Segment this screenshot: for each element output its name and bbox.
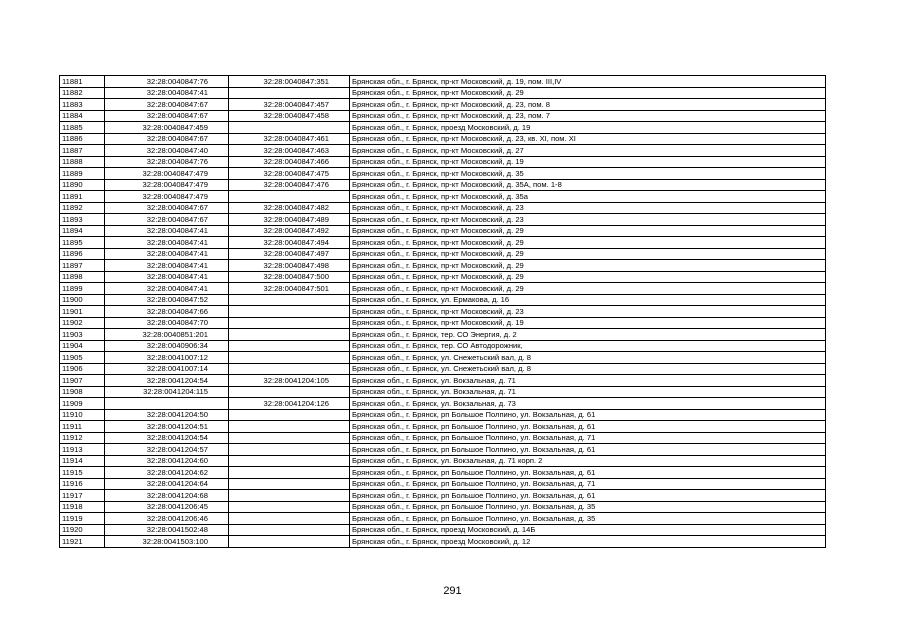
table-row	[60, 202, 826, 214]
address-cell: Брянская обл., г. Брянск, пр-кт Московский, д. 23	[350, 306, 826, 318]
parcel-number-cell: 32:28:0040906:34	[105, 340, 229, 352]
address-cell: Брянская обл., г. Брянск, рп Большое Полпино, ул. Вокзальная, д. 61	[350, 490, 826, 502]
parcel-number-cell: 32:28:0040847:41	[105, 225, 229, 237]
parcel-number-cell: 32:28:0040847:70	[105, 317, 229, 329]
address-cell: Брянская обл., г. Брянск, пр-кт Московский, д. 19	[350, 156, 826, 168]
row-number-cell: 11912	[60, 432, 105, 444]
table-row	[60, 237, 826, 249]
object-number-cell	[229, 386, 350, 398]
table-row	[60, 87, 826, 99]
address-cell: Брянская обл., г. Брянск, пр-кт Московский, д. 29	[350, 248, 826, 260]
parcel-number-cell: 32:28:0040847:41	[105, 260, 229, 272]
table-row	[60, 524, 826, 536]
parcel-number-cell: 32:28:0040847:479	[105, 179, 229, 191]
parcel-number-cell: 32:28:0041204:50	[105, 409, 229, 421]
parcel-number-cell: 32:28:0040847:479	[105, 168, 229, 180]
parcel-number-cell: 32:28:0041503:100	[105, 536, 229, 548]
parcel-number-cell: 32:28:0040847:41	[105, 87, 229, 99]
object-number-cell: 32:28:0040847:482	[229, 202, 350, 214]
table-row	[60, 363, 826, 375]
table-row	[60, 490, 826, 502]
address-cell: Брянская обл., г. Брянск, рп Большое Полпино, ул. Вокзальная, д. 35	[350, 513, 826, 525]
table-row	[60, 536, 826, 548]
parcel-number-cell: 32:28:0040847:41	[105, 248, 229, 260]
row-number-cell: 11892	[60, 202, 105, 214]
row-number-cell: 11909	[60, 398, 105, 410]
row-number-cell: 11905	[60, 352, 105, 364]
object-number-cell	[229, 444, 350, 456]
parcel-number-cell: 32:28:0041206:45	[105, 501, 229, 513]
address-cell: Брянская обл., г. Брянск, проезд Московский, д. 19	[350, 122, 826, 134]
table-row	[60, 168, 826, 180]
table-row	[60, 179, 826, 191]
table-row	[60, 225, 826, 237]
row-number-cell: 11918	[60, 501, 105, 513]
table-row	[60, 133, 826, 145]
table-row	[60, 478, 826, 490]
address-cell: Брянская обл., г. Брянск, тер. СО Энергия, д. 2	[350, 329, 826, 341]
row-number-cell: 11887	[60, 145, 105, 157]
object-number-cell: 32:28:0040847:498	[229, 260, 350, 272]
row-number-cell: 11883	[60, 99, 105, 111]
table-row	[60, 283, 826, 295]
object-number-cell: 32:28:0040847:457	[229, 99, 350, 111]
parcel-number-cell: 32:28:0040847:66	[105, 306, 229, 318]
object-number-cell	[229, 467, 350, 479]
object-number-cell	[229, 478, 350, 490]
object-number-cell	[229, 317, 350, 329]
table-row	[60, 455, 826, 467]
object-number-cell: 32:28:0041204:105	[229, 375, 350, 387]
row-number-cell: 11901	[60, 306, 105, 318]
table-row	[60, 329, 826, 341]
address-cell: Брянская обл., г. Брянск, пр-кт Московский, д. 27	[350, 145, 826, 157]
parcel-number-cell: 32:28:0040847:40	[105, 145, 229, 157]
row-number-cell: 11888	[60, 156, 105, 168]
table-row	[60, 352, 826, 364]
address-cell: Брянская обл., г. Брянск, рп Большое Полпино, ул. Вокзальная, д. 61	[350, 467, 826, 479]
address-cell: Брянская обл., г. Брянск, рп Большое Полпино, ул. Вокзальная, д. 35	[350, 501, 826, 513]
object-number-cell: 32:28:0040847:500	[229, 271, 350, 283]
row-number-cell: 11885	[60, 122, 105, 134]
table-row	[60, 76, 826, 88]
table-row	[60, 386, 826, 398]
cadastral-table	[59, 75, 826, 548]
object-number-cell: 32:28:0040847:494	[229, 237, 350, 249]
object-number-cell	[229, 455, 350, 467]
address-cell: Брянская обл., г. Брянск, рп Большое Полпино, ул. Вокзальная, д. 71	[350, 478, 826, 490]
parcel-number-cell: 32:28:0041204:62	[105, 467, 229, 479]
table-row	[60, 444, 826, 456]
row-number-cell: 11914	[60, 455, 105, 467]
object-number-cell	[229, 87, 350, 99]
object-number-cell	[229, 536, 350, 548]
object-number-cell	[229, 340, 350, 352]
object-number-cell	[229, 409, 350, 421]
object-number-cell	[229, 306, 350, 318]
table-row	[60, 294, 826, 306]
address-cell: Брянская обл., г. Брянск, ул. Вокзальная, д. 71	[350, 386, 826, 398]
object-number-cell: 32:28:0040847:458	[229, 110, 350, 122]
address-cell: Брянская обл., г. Брянск, пр-кт Московский, д. 19	[350, 317, 826, 329]
object-number-cell	[229, 294, 350, 306]
address-cell: Брянская обл., г. Брянск, рп Большое Полпино, ул. Вокзальная, д. 61	[350, 409, 826, 421]
row-number-cell: 11916	[60, 478, 105, 490]
parcel-number-cell: 32:28:0041204:115	[105, 386, 229, 398]
address-cell: Брянская обл., г. Брянск, пр-кт Московский, д. 23	[350, 214, 826, 226]
address-cell: Брянская обл., г. Брянск, ул. Ермакова, д. 16	[350, 294, 826, 306]
address-cell: Брянская обл., г. Брянск, пр-кт Московский, д. 29	[350, 87, 826, 99]
table-row	[60, 513, 826, 525]
address-cell: Брянская обл., г. Брянск, пр-кт Московский, д. 35	[350, 168, 826, 180]
address-cell: Брянская обл., г. Брянск, ул. Вокзальная, д. 71 корп. 2	[350, 455, 826, 467]
address-cell: Брянская обл., г. Брянск, пр-кт Московский, д. 19, пом. III,IV	[350, 76, 826, 88]
object-number-cell: 32:28:0041204:126	[229, 398, 350, 410]
parcel-number-cell: 32:28:0040847:76	[105, 76, 229, 88]
row-number-cell: 11899	[60, 283, 105, 295]
row-number-cell: 11886	[60, 133, 105, 145]
address-cell: Брянская обл., г. Брянск, пр-кт Московский, д. 29	[350, 237, 826, 249]
table-row	[60, 375, 826, 387]
row-number-cell: 11898	[60, 271, 105, 283]
table-row	[60, 317, 826, 329]
parcel-number-cell: 32:28:0040847:459	[105, 122, 229, 134]
table-row	[60, 248, 826, 260]
table-row	[60, 156, 826, 168]
parcel-number-cell: 32:28:0040847:76	[105, 156, 229, 168]
table-row	[60, 432, 826, 444]
parcel-number-cell: 32:28:0040847:41	[105, 283, 229, 295]
table-row	[60, 260, 826, 272]
object-number-cell	[229, 524, 350, 536]
table-row	[60, 306, 826, 318]
table-row	[60, 421, 826, 433]
object-number-cell	[229, 490, 350, 502]
object-number-cell: 32:28:0040847:461	[229, 133, 350, 145]
parcel-number-cell: 32:28:0041204:60	[105, 455, 229, 467]
parcel-number-cell: 32:28:0041204:54	[105, 375, 229, 387]
object-number-cell: 32:28:0040847:475	[229, 168, 350, 180]
address-cell: Брянская обл., г. Брянск, проезд Московский, д. 12	[350, 536, 826, 548]
parcel-number-cell: 32:28:0040847:67	[105, 202, 229, 214]
object-number-cell: 32:28:0040847:489	[229, 214, 350, 226]
row-number-cell: 11900	[60, 294, 105, 306]
parcel-number-cell: 32:28:0040847:52	[105, 294, 229, 306]
table-row	[60, 340, 826, 352]
address-cell: Брянская обл., г. Брянск, пр-кт Московский, д. 23, кв. XI, пом. XI	[350, 133, 826, 145]
table-row	[60, 122, 826, 134]
parcel-number-cell: 32:28:0040847:479	[105, 191, 229, 203]
row-number-cell: 11895	[60, 237, 105, 249]
parcel-number-cell: 32:28:0040851:201	[105, 329, 229, 341]
row-number-cell: 11893	[60, 214, 105, 226]
address-cell: Брянская обл., г. Брянск, проезд Московский, д. 14Б	[350, 524, 826, 536]
parcel-number-cell: 32:28:0041204:54	[105, 432, 229, 444]
address-cell: Брянская обл., г. Брянск, пр-кт Московский, д. 29	[350, 283, 826, 295]
row-number-cell: 11915	[60, 467, 105, 479]
parcel-number-cell: 32:28:0041007:12	[105, 352, 229, 364]
object-number-cell	[229, 122, 350, 134]
parcel-number-cell	[105, 398, 229, 410]
row-number-cell: 11889	[60, 168, 105, 180]
parcel-number-cell: 32:28:0041204:68	[105, 490, 229, 502]
parcel-number-cell: 32:28:0040847:67	[105, 99, 229, 111]
object-number-cell	[229, 329, 350, 341]
object-number-cell: 32:28:0040847:476	[229, 179, 350, 191]
object-number-cell: 32:28:0040847:351	[229, 76, 350, 88]
row-number-cell: 11881	[60, 76, 105, 88]
address-cell: Брянская обл., г. Брянск, пр-кт Московский, д. 35А, пом. 1-8	[350, 179, 826, 191]
object-number-cell: 32:28:0040847:497	[229, 248, 350, 260]
object-number-cell	[229, 501, 350, 513]
object-number-cell: 32:28:0040847:466	[229, 156, 350, 168]
row-number-cell: 11913	[60, 444, 105, 456]
table-row	[60, 409, 826, 421]
parcel-number-cell: 32:28:0041502:48	[105, 524, 229, 536]
parcel-number-cell: 32:28:0040847:41	[105, 271, 229, 283]
row-number-cell: 11920	[60, 524, 105, 536]
table-row	[60, 214, 826, 226]
address-cell: Брянская обл., г. Брянск, пр-кт Московский, д. 23, пом. 8	[350, 99, 826, 111]
table-row	[60, 99, 826, 111]
object-number-cell	[229, 513, 350, 525]
address-cell: Брянская обл., г. Брянск, рп Большое Полпино, ул. Вокзальная, д. 61	[350, 421, 826, 433]
row-number-cell: 11904	[60, 340, 105, 352]
table-row	[60, 467, 826, 479]
row-number-cell: 11919	[60, 513, 105, 525]
page-number: 291	[443, 585, 462, 597]
table-row	[60, 501, 826, 513]
parcel-number-cell: 32:28:0041204:64	[105, 478, 229, 490]
row-number-cell: 11884	[60, 110, 105, 122]
parcel-number-cell: 32:28:0040847:67	[105, 214, 229, 226]
row-number-cell: 11882	[60, 87, 105, 99]
row-number-cell: 11891	[60, 191, 105, 203]
row-number-cell: 11896	[60, 248, 105, 260]
parcel-number-cell: 32:28:0040847:67	[105, 133, 229, 145]
parcel-number-cell: 32:28:0041007:14	[105, 363, 229, 375]
table-row	[60, 271, 826, 283]
object-number-cell	[229, 352, 350, 364]
row-number-cell: 11908	[60, 386, 105, 398]
row-number-cell: 11890	[60, 179, 105, 191]
address-cell: Брянская обл., г. Брянск, пр-кт Московский, д. 23, пом. 7	[350, 110, 826, 122]
table-row	[60, 191, 826, 203]
row-number-cell: 11907	[60, 375, 105, 387]
parcel-number-cell: 32:28:0040847:67	[105, 110, 229, 122]
address-cell: Брянская обл., г. Брянск, пр-кт Московский, д. 23	[350, 202, 826, 214]
address-cell: Брянская обл., г. Брянск, пр-кт Московский, д. 29	[350, 260, 826, 272]
parcel-number-cell: 32:28:0041204:57	[105, 444, 229, 456]
address-cell: Брянская обл., г. Брянск, тер. СО Автодорожник,	[350, 340, 826, 352]
address-cell: Брянская обл., г. Брянск, пр-кт Московский, д. 29	[350, 225, 826, 237]
parcel-number-cell: 32:28:0041204:51	[105, 421, 229, 433]
table-body	[60, 76, 826, 548]
row-number-cell: 11903	[60, 329, 105, 341]
address-cell: Брянская обл., г. Брянск, ул. Снежетьский вал, д. 8	[350, 352, 826, 364]
object-number-cell	[229, 432, 350, 444]
row-number-cell: 11921	[60, 536, 105, 548]
address-cell: Брянская обл., г. Брянск, ул. Снежетьский вал, д. 8	[350, 363, 826, 375]
row-number-cell: 11911	[60, 421, 105, 433]
row-number-cell: 11897	[60, 260, 105, 272]
row-number-cell: 11906	[60, 363, 105, 375]
row-number-cell: 11894	[60, 225, 105, 237]
object-number-cell: 32:28:0040847:463	[229, 145, 350, 157]
object-number-cell	[229, 191, 350, 203]
parcel-number-cell: 32:28:0040847:41	[105, 237, 229, 249]
row-number-cell: 11910	[60, 409, 105, 421]
object-number-cell	[229, 363, 350, 375]
address-cell: Брянская обл., г. Брянск, ул. Вокзальная, д. 73	[350, 398, 826, 410]
table-row	[60, 145, 826, 157]
row-number-cell: 11917	[60, 490, 105, 502]
object-number-cell: 32:28:0040847:501	[229, 283, 350, 295]
table-row	[60, 110, 826, 122]
table-row	[60, 398, 826, 410]
row-number-cell: 11902	[60, 317, 105, 329]
address-cell: Брянская обл., г. Брянск, рп Большое Полпино, ул. Вокзальная, д. 71	[350, 432, 826, 444]
object-number-cell: 32:28:0040847:492	[229, 225, 350, 237]
address-cell: Брянская обл., г. Брянск, пр-кт Московский, д. 29	[350, 271, 826, 283]
address-cell: Брянская обл., г. Брянск, пр-кт Московский, д. 35а	[350, 191, 826, 203]
address-cell: Брянская обл., г. Брянск, ул. Вокзальная, д. 71	[350, 375, 826, 387]
parcel-number-cell: 32:28:0041206:46	[105, 513, 229, 525]
object-number-cell	[229, 421, 350, 433]
address-cell: Брянская обл., г. Брянск, рп Большое Полпино, ул. Вокзальная, д. 61	[350, 444, 826, 456]
